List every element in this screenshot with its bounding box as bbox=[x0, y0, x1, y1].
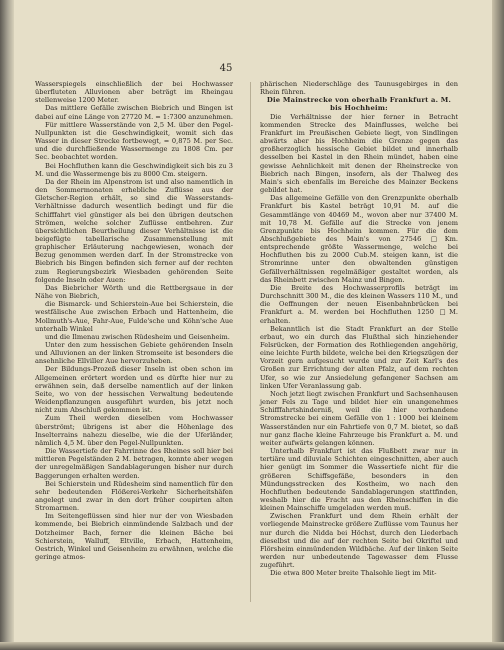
paragraph: und die Ilmenau zwischen Rüdesheim und Geisenheim. bbox=[45, 332, 230, 341]
paragraph: Für mittlere Wasserstände von 2,5 M. über den Pegel-Nullpunkten ist die Geschwindigkeit, womit sich das Wasser in dieser Strecke fortbewegt, = 0,875 M. per Sec. und die durchfließende Wassermenge zu 1808 Cm. per Sec. beobachtet worden. bbox=[35, 120, 233, 162]
paragraph: Da der Rhein im Alpenstrom ist und also namentlich in den Sommermonaten erhebliche Zuflüsse aus der Gletscher-Region erhält, so sind die Wasserstands-Verhältnisse dadurch wesentlich bedingt und für die Schifffahrt viel günstiger als bei den übrigen deutschen Strömen, welche solcher Zuflüsse entbehren. Zur übersichtlichen Beurtheilung dieser Verhältnisse ist die beigefügte tabellarische Zusammenstellung mit graphischer Erläuterung nachgewiesen, wonach der Bezug genommen werden darf. In der Stromstrecke von Biebrich bis Bingen befinden sich ferner auf der rechten zum Regierungsbezirk Wiesbaden gehörenden Seite folgende Inseln oder Auen: bbox=[35, 177, 233, 284]
page-bottom-edge bbox=[0, 642, 504, 650]
paragraph: Die Breite des Hochwasserprofils beträgt im Durchschnitt 300 M., die des kleinen Wassers 110 M., und die Oeffnungen der neuen Eisenbahnbrücken bei Frankfurt a. M. werden bei Hochfluthen 1250 □M. erhalten. bbox=[260, 283, 458, 325]
right-text-column bbox=[260, 80, 458, 578]
paragraph: die Bismarck- und Schierstein-Aue bei Schierstein, die westfälische Aue zwischen Erbach und Hattenheim, die Mollmuth's-Aue, Fahr-Aue, Fulde'sche und Köhn'sche Aue unterhalb Winkel bbox=[35, 300, 233, 333]
paragraph: Wasserspiegels einschließlich der bei Hochwasser überfluteten Alluvionen aber beträgt im Rheingau stellenweise 1200 Meter. bbox=[35, 80, 233, 105]
column-divider bbox=[250, 82, 251, 602]
paragraph: Unterhalb Frankfurt ist das Flußbett zwar nur in tertiäre und diluviale Schichten eingeschnitten, aber auch hier genügt im Sommer die Wassertiefe nicht für die größeren Schiffsgefäße, besonders in den Mündungsstrecken des Kostheim, wo nach den Hochfluthen bedeutende Sandablagerungen stattfinden, weshalb hier die Fracht aus den Rheinschiffen in die kleinen Mainschiffe umgeladen werden muß. bbox=[260, 447, 458, 513]
paragraph: Das mittlere Gefälle zwischen Biebrich und Bingen ist dabei auf eine Länge von 27720 M. = 1:7300 anzunehmen. bbox=[35, 104, 233, 121]
page-right-edge bbox=[492, 0, 504, 650]
paragraph: Bei Schierstein und Rüdesheim sind namentlich für den sehr bedeutenden Flößerei-Verkehr Sicherheitshäfen angelegt und zwar in den dort früher coupirten alten Stromarmen. bbox=[35, 479, 233, 513]
book-binding-shadow bbox=[0, 0, 14, 650]
paragraph: Die Wassertiefe der Fahrrinne des Rheines soll hier bei mittleren Pegelständen 2 M. betragen, konnte aber wegen der unregelmäßigen Sandablagerungen bisher nur durch Baggerungen erhalten werden. bbox=[35, 447, 233, 480]
paragraph: Noch jetzt liegt zwischen Frankfurt und Sachsenhausen jener Fels zu Tage und bildet hier ein unangenehmes Schifffahrtshinderniß, weil die hier vorhandene Stromstrecke bei einem Gefälle von 1 : 1000 bei kleinem Wasserständen nur ein Fahrtiefe von 0,7 M. bietet, so daß nur ganz flache kleine Fahrzeuge bis Frankfurt a. M. und weiter aufwärts gelangen können. bbox=[260, 389, 458, 447]
paragraph: Bekanntlich ist die Stadt Frankfurt an der Stelle erbaut, wo ein durch das Flußthal sich hinziehender Felsrücken, der Formation des Rothliegenden angehörig, eine leichte Furth bildete, welche bei den Kriegszügen der Vorzeit gern aufgesucht wurde und zur Zeit Karl's des Großen zur Errichtung der alten Pfalz, auf dem rechten Ufer, so wie zur Ansiedelung gefangener Sachsen am linken Ufer Veranlassung gab. bbox=[260, 324, 458, 390]
paragraph: Im Seitengeflüssen sind hier nur der von Wiesbaden kommende, bei Biebrich einmündende Salzbach und der Dotzheimer Bach, ferner die kleinen Bäche bei Schierstein, Walluff, Eltville, Erbach, Hattenheim, Oestrich, Winkel und Geisenheim zu erwähnen, welche die geringe atmos- bbox=[35, 512, 233, 562]
paragraph: Das allgemeine Gefälle von den Grenzpunkte oberhalb Frankfurt bis Kastel beträgt 10,91 M. auf die Gesammtlänge von 40469 M., wovon aber nur 37400 M. mit 10,78 M. Gefälle auf die Strecke von jenem Grenzpunkte bis Hochheim kommen. Für die dem Abschlußgebiete des Main's von 27546 □Km. entsprechende größte Wassermenge, welche bei Hochfluthen bis zu 2000 Cub.M. steigen kann, ist die Stromrinne unter den obwaltenden günstigen Gefällverhältnissen regelmäßiger gestaltet worden, als das Rheinbett zwischen Mainz und Bingen. bbox=[260, 194, 458, 284]
paragraph: phärischen Niederschläge des Taunusgebirges in den Rhein führen. bbox=[260, 80, 458, 97]
paragraph: Die etwa 800 Meter breite Thalsohle liegt im Mit- bbox=[270, 569, 437, 578]
section-heading: Die Mainstrecke von oberhalb Frankfurt a. M. bis Hochheim: bbox=[266, 96, 452, 113]
left-text-column bbox=[35, 80, 233, 561]
paragraph: Der Bildungs-Prozeß dieser Inseln ist oben schon im Allgemeinen erörtert worden und es dürfte hier nur zu erwähnen sein, daß derselbe namentlich auf der linken Seite, wo von der hessischen Verwaltung bedeutende Weidenpflanzungen ausgeführt wurden, bis jetzt noch nicht zum Abschluß gekommen ist. bbox=[35, 365, 233, 415]
paragraph: Unter den zum hessischen Gebiete gehörenden Inseln und Alluvionen an der linken Stromseite ist besonders die ansehnliche Ellviller Aue hervorzuheben. bbox=[35, 341, 233, 366]
paragraph: Die Verhältnisse der hier ferner in Betracht kommenden Strecke des Mainflusses, welche bei Frankfurt im Preußischen Gebiete liegt, von Sindlingen abwärts aber bis Hochheim die Grenze gegen das großherzoglich hessische Gebiet bildet und innerhalb desselben bei Kastel in den Rhein mündet, haben eine gewisse Aehnlichkeit mit denen der Rheinstrecke von Biebrich nach Bingen, insofern, als der Thalweg des Main's sich ebenfalls im Bereiche des Mainzer Beckens gebildet hat. bbox=[260, 112, 458, 195]
paragraph: Zum Theil werden dieselben vom Hochwasser überströmt; übrigens ist aber die Höhenlage des Inselterrains nahezu dieselbe, wie die der Uferländer, nämlich 4,5 M. über den Pegel-Nullpunkten. bbox=[35, 414, 233, 447]
paragraph: Bei Hochfluthen kann die Geschwindigkeit sich bis zu 3 M. und die Wassermenge bis zu 8000 Cm. steigern. bbox=[35, 161, 233, 178]
paragraph: Zwischen Frankfurt und dem Rhein erhält der vorliegende Mainstrecke größere Zuflüsse vom Taunus her nur durch die Nidda bei Höchst, durch den Liederbach dieselbst und die auf der rechten Seite bei Okriftel und Flörsheim einmündenden Wildbäche. Auf der linken Seite werden nur unbedeutende Tagewasser dem Flusse zugeführt. bbox=[260, 512, 458, 570]
page-number: 45 bbox=[219, 63, 233, 74]
paragraph: Das Biebricher Wörth und die Rettbergsaue in der Nähe von Biebrich, bbox=[35, 283, 233, 301]
